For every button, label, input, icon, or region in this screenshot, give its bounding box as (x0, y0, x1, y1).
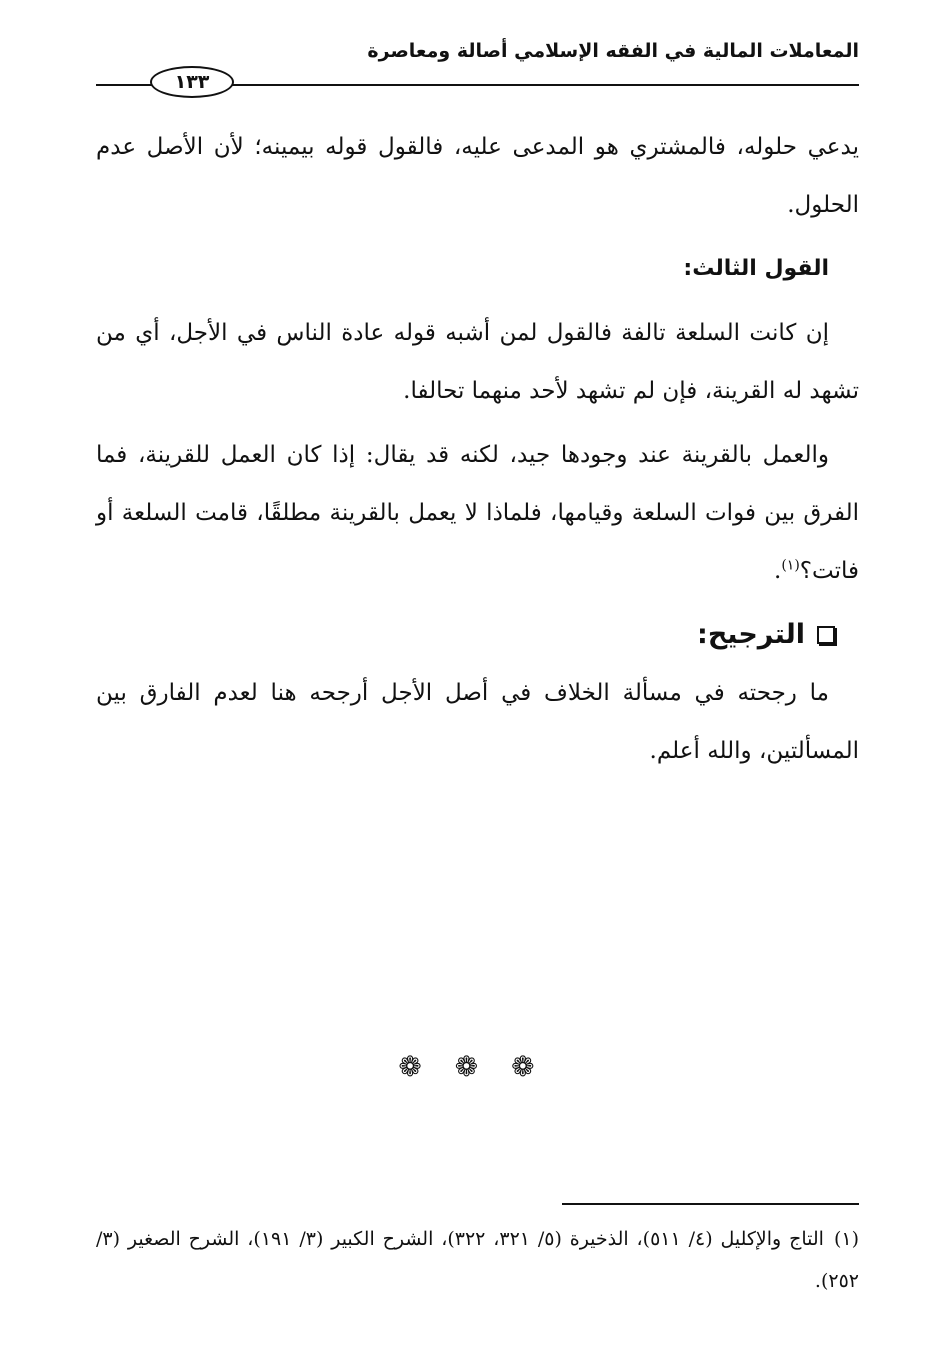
heading-third-opinion: القول الثالث: (683, 256, 829, 281)
running-title: المعاملات المالية في الفقه الإسلامي أصالة ومعاصرة (367, 40, 859, 62)
paragraph-3-end: . (774, 558, 782, 584)
paragraph-3-text: والعمل بالقرينة عند وجودها جيد، لكنه قد يقال: إذا كان العمل للقرينة، فما الفرق بين فوات السلعة وقيامها، فلماذا لا يعمل بالقرينة مطلقًا، قامت السلعة أو فاتت؟ (96, 442, 859, 584)
heading-tarjih (96, 606, 859, 664)
footnote-text: التاج والإكليل (٤/ ٥١١)، الذخيرة (٥/ ٣٢١، ٣٢٢)، الشرح الكبير (٣/ ١٩١)، الشرح الصغير (٣/ ٢٥٢). (96, 1228, 859, 1292)
page-number: ١٣٣ (150, 66, 234, 98)
footnote-rule (562, 1203, 859, 1205)
footnote-number: (١) (833, 1228, 859, 1250)
paragraph-2: إن كانت السلعة تالفة فالقول لمن أشبه قوله عادة الناس في الأجل، أي من تشهد له القرينة، فإن لم تشهد لأحد منهما تحالفا. (96, 320, 859, 404)
paragraph-3 (96, 426, 859, 600)
paragraph-4: ما رجحته في مسألة الخلاف في أصل الأجل أرجحه هنا لعدم الفارق بين المسألتين، والله أعلم. (96, 680, 859, 764)
square-bullet-icon (817, 626, 835, 644)
paragraph-1: يدعي حلوله، فالمشتري هو المدعى عليه، فالقول قوله بيمينه؛ لأن الأصل عدم الحلول. (96, 134, 859, 218)
footnotes (96, 1218, 859, 1302)
heading-tarjih-label: الترجيح: (697, 619, 805, 650)
footnote-reference: (١) (781, 557, 800, 574)
footnote-item (96, 1218, 859, 1302)
section-ornament: ❁ ❁ ❁ (398, 1050, 547, 1083)
body-text (96, 118, 859, 786)
